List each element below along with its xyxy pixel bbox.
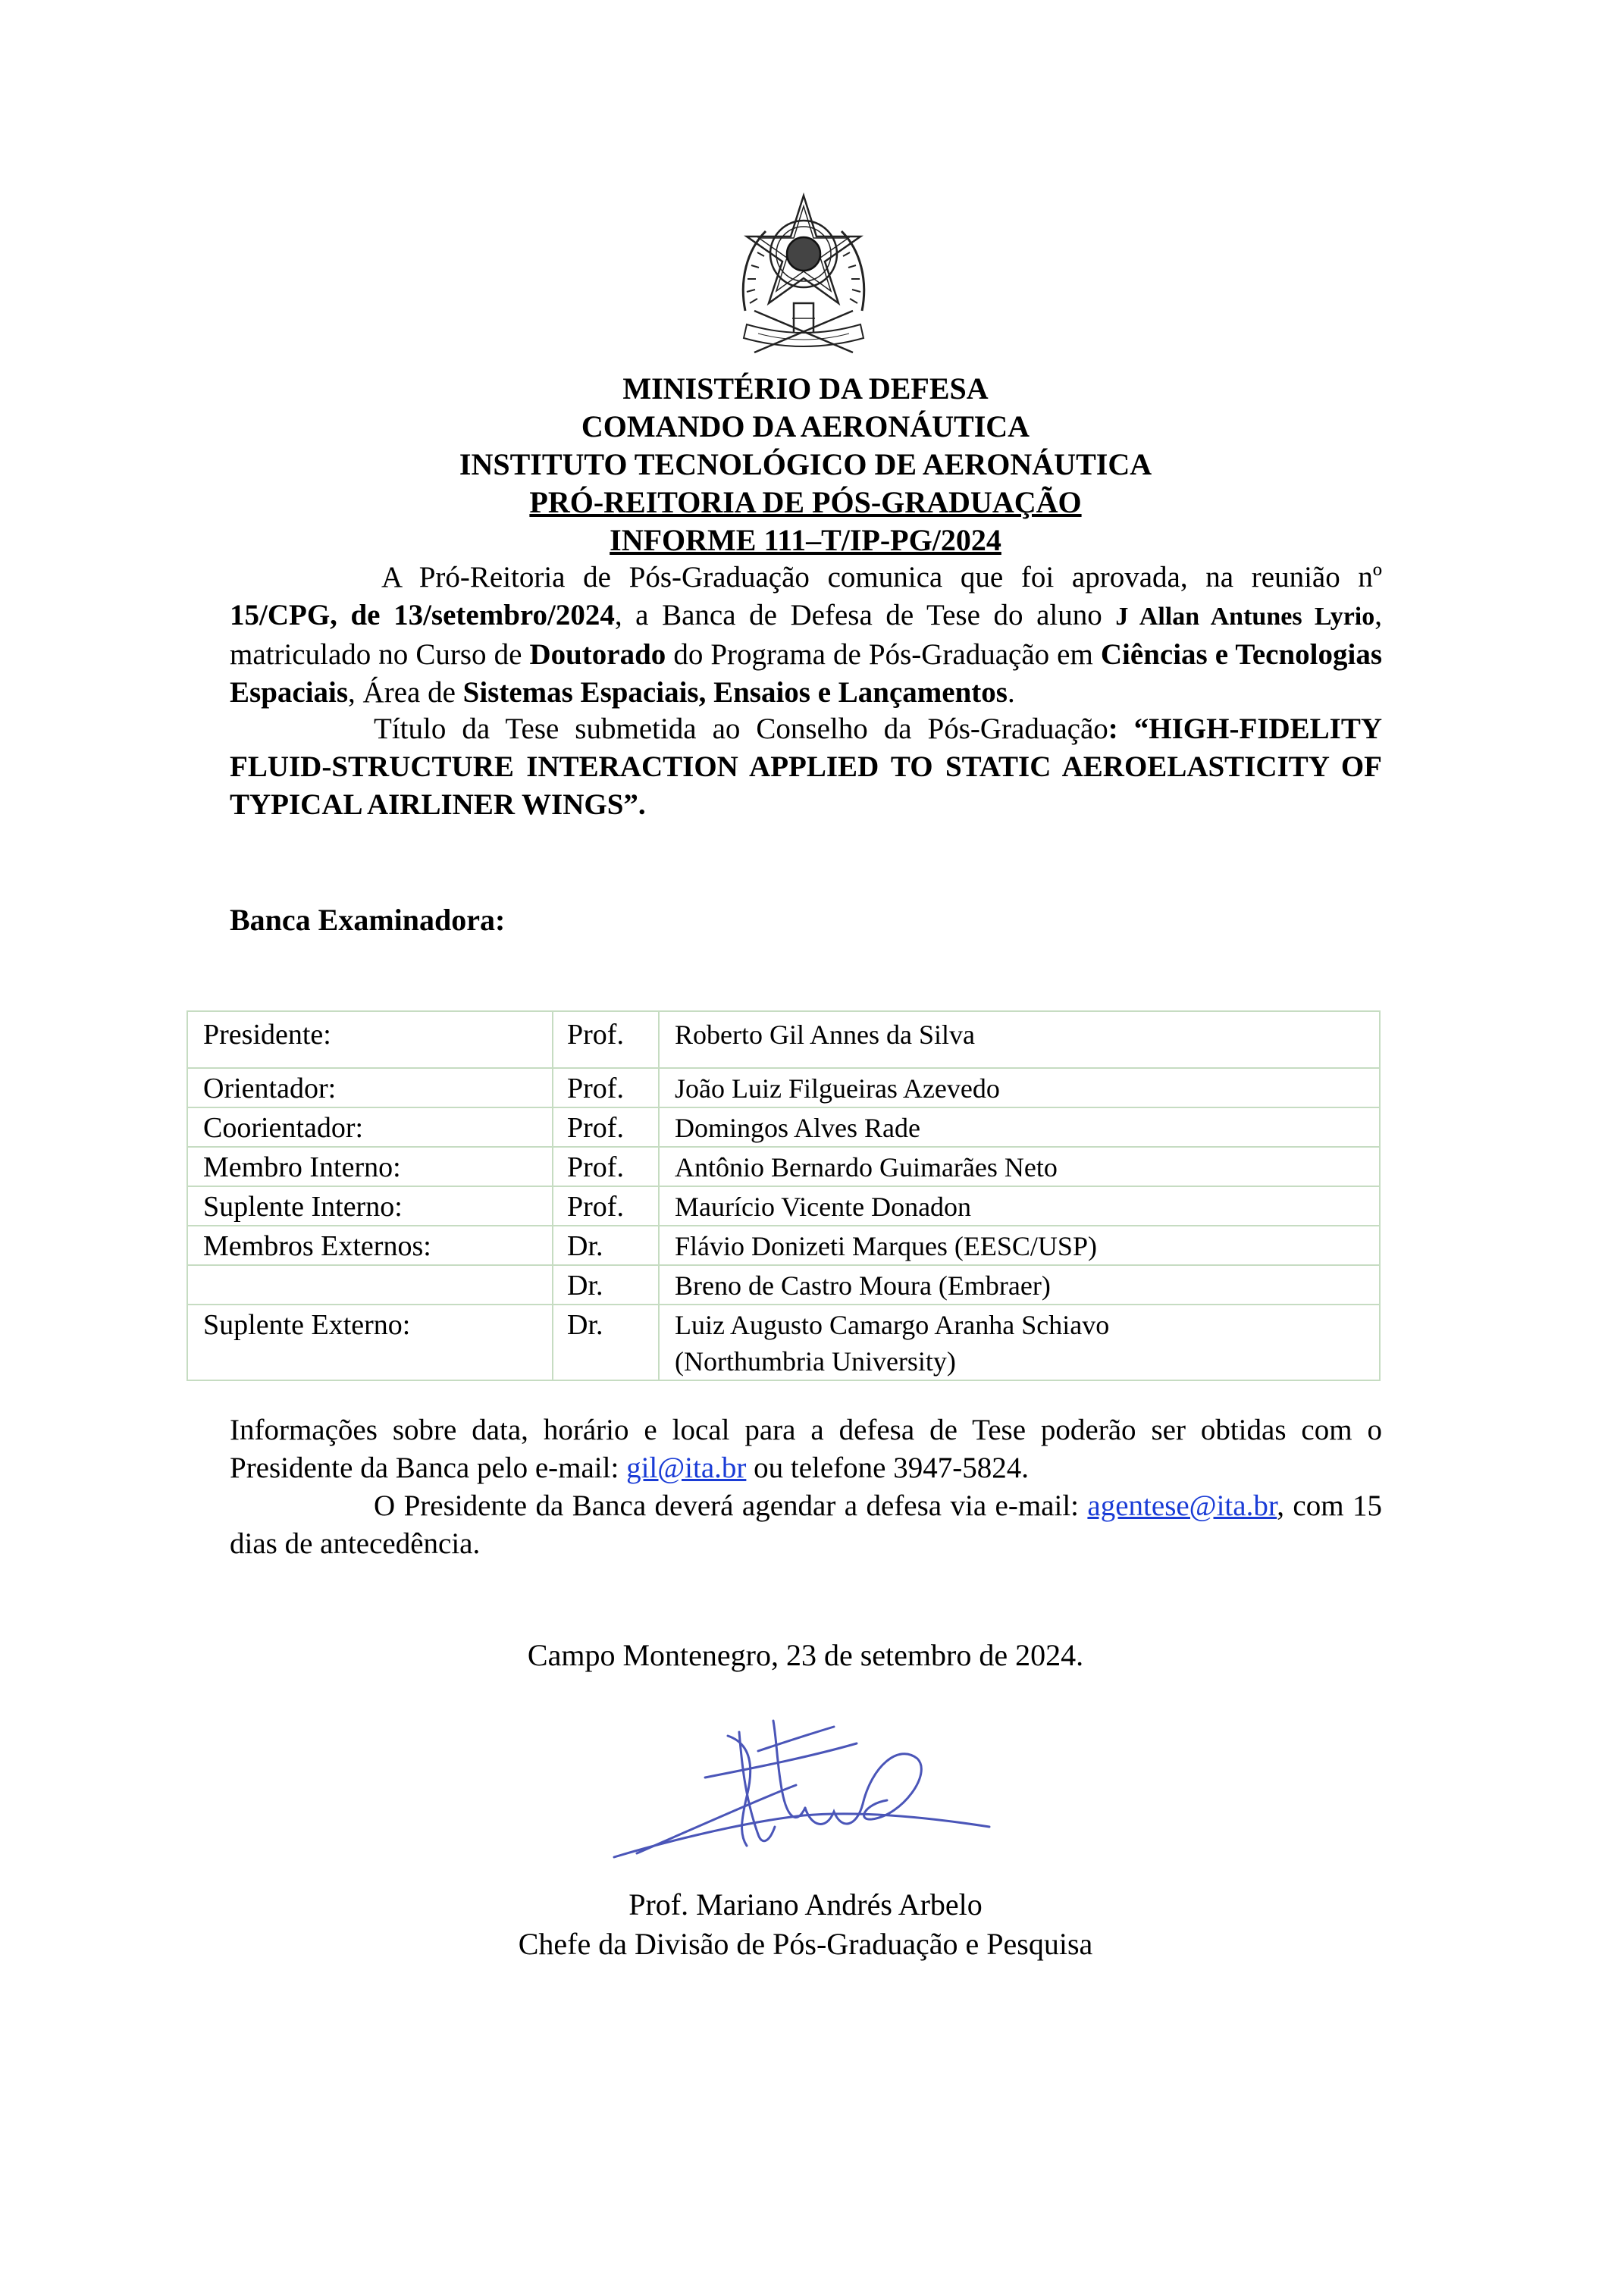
text-fragment: ou telefone 3947-5824. <box>746 1452 1029 1484</box>
president-email-link[interactable]: gil@ita.br <box>626 1452 747 1484</box>
examiner-row <box>187 1147 1380 1186</box>
contact-info-paragraph <box>230 1411 1382 1487</box>
place-and-date: Campo Montenegro, 23 de setembro de 2024. <box>527 1638 1084 1672</box>
examiner-row <box>187 1107 1380 1147</box>
examiner-row <box>187 1186 1380 1226</box>
examiners-table <box>186 1010 1381 1381</box>
announcement-paragraph <box>230 559 1382 712</box>
agentese-email-link[interactable]: agentese@ita.br <box>1087 1489 1277 1522</box>
examiner-title: Prof. <box>553 1107 659 1147</box>
thesis-title-paragraph <box>230 710 1382 824</box>
course-name: Doutorado <box>529 638 666 671</box>
ministry-heading: MINISTÉRIO DA DEFESA <box>622 371 989 406</box>
examiner-title: Dr. <box>553 1305 659 1380</box>
examiner-role: Presidente: <box>187 1011 553 1068</box>
text-fragment: A Pró-Reitoria de Pós-Graduação comunica que foi aprovada, na reunião nº <box>381 561 1382 594</box>
examiner-name-cell <box>659 1107 1380 1147</box>
examiner-name: Domingos Alves Rade <box>675 1113 920 1143</box>
signer-block <box>0 1885 1611 1964</box>
examiner-title: Prof. <box>553 1186 659 1226</box>
examiner-title: Dr. <box>553 1265 659 1305</box>
document-header <box>227 370 1384 559</box>
text-fragment: , matriculado no Curso de <box>230 599 1382 671</box>
examiner-title: Prof. <box>553 1068 659 1107</box>
signer-name: Prof. Mariano Andrés Arbelo <box>628 1887 983 1922</box>
examiner-row <box>187 1265 1380 1305</box>
text-fragment: O Presidente da Banca deverá agendar a defesa via e-mail: <box>374 1489 1088 1522</box>
examiner-title: Prof. <box>553 1011 659 1068</box>
examiner-name: Roberto Gil Annes da Silva <box>675 1020 975 1050</box>
institute-heading: INSTITUTO TECNOLÓGICO DE AERONÁUTICA <box>459 447 1152 481</box>
examiner-role: Suplente Externo: <box>187 1305 553 1380</box>
examiner-name: Antônio Bernardo Guimarães Neto <box>675 1152 1058 1182</box>
examiner-name: Luiz Augusto Camargo Aranha Schiavo <box>675 1310 1110 1340</box>
examiner-role: Coorientador: <box>187 1107 553 1147</box>
brazil-coat-of-arms-emblem <box>724 190 883 364</box>
examiner-row <box>187 1068 1380 1107</box>
text-fragment: , a Banca de Defesa de Tese do aluno <box>614 599 1116 631</box>
informe-number: INFORME 111–T/IP-PG/2024 <box>610 523 1001 557</box>
examiner-row <box>187 1305 1380 1380</box>
examiner-name-cell <box>659 1265 1380 1305</box>
examiner-role: Orientador: <box>187 1068 553 1107</box>
examiner-name-cell <box>659 1147 1380 1186</box>
meeting-reference: 15/CPG, de 13/setembro/2024 <box>230 599 615 631</box>
scheduling-paragraph <box>230 1487 1382 1563</box>
examiner-title: Dr. <box>553 1226 659 1265</box>
examiner-name: Maurício Vicente Donadon <box>675 1192 972 1222</box>
thesis-title: “HIGH-FIDELITY FLUID-STRUCTURE INTERACTION APPLIED TO STATIC AEROELASTICITY OF TYPICAL AIRLINER WINGS”. <box>230 713 1383 821</box>
examiner-name: Flávio Donizeti Marques (EESC/USP) <box>675 1231 1097 1261</box>
examiner-role <box>187 1265 553 1305</box>
examining-board-heading: Banca Examinadora: <box>230 903 506 937</box>
text-fragment: , Área de <box>348 676 463 709</box>
command-heading: COMANDO DA AERONÁUTICA <box>581 409 1030 443</box>
examiner-name: João Luiz Filgueiras Azevedo <box>675 1073 1000 1104</box>
text-fragment: . <box>1007 676 1015 709</box>
pro-reitoria-heading: PRÓ-REITORIA DE PÓS-GRADUAÇÃO <box>529 485 1082 519</box>
examiner-name: Breno de Castro Moura (Embraer) <box>675 1270 1051 1301</box>
examiner-role: Membro Interno: <box>187 1147 553 1186</box>
examiner-row <box>187 1226 1380 1265</box>
examiner-title: Prof. <box>553 1147 659 1186</box>
examiner-affiliation: (Northumbria University) <box>675 1346 956 1377</box>
text-fragment: : <box>1108 713 1118 745</box>
text-fragment: do Programa de Pós-Graduação em <box>666 638 1101 671</box>
thesis-label: Título da Tese submetida ao Conselho da Pós-Graduação <box>374 713 1108 745</box>
examiner-name-cell <box>659 1305 1380 1380</box>
examiner-name-cell <box>659 1068 1380 1107</box>
examiner-role: Membros Externos: <box>187 1226 553 1265</box>
examiner-name-cell <box>659 1186 1380 1226</box>
handwritten-signature <box>606 1713 1001 1887</box>
signer-position: Chefe da Divisão de Pós-Graduação e Pesquisa <box>518 1927 1093 1961</box>
examiner-name-cell <box>659 1011 1380 1068</box>
program-name: Ciências e Tecnologias Espaciais <box>230 638 1383 709</box>
examiner-role: Suplente Interno: <box>187 1186 553 1226</box>
text-fragment: Informações sobre data, horário e local para a defesa de Tese poderão ser obtidas com o Presidente da Banca pelo e-mail: <box>230 1414 1382 1484</box>
area-name: Sistemas Espaciais, Ensaios e Lançamentos <box>462 676 1008 709</box>
text-fragment: , com 15 dias de antecedência. <box>230 1489 1382 1560</box>
student-name: J Allan Antunes Lyrio <box>1115 603 1375 631</box>
examiner-row <box>187 1011 1380 1068</box>
examiner-name-cell <box>659 1226 1380 1265</box>
